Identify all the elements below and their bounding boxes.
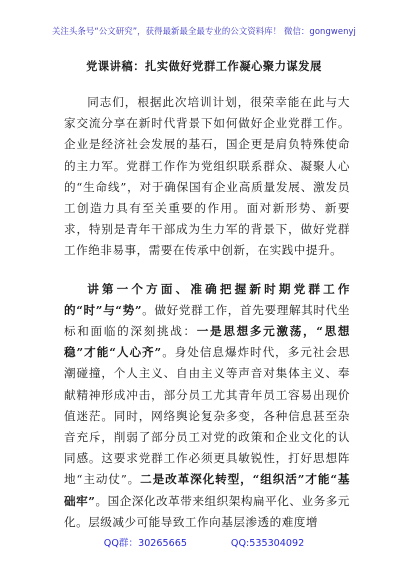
point-one-text: 。身处信息爆炸时代，多元社会思潮碰撞，个人主义、自由主义等声音对集体主义、奉献精神形成冲击，部分员工尤其青年员工容易出现价值迷茫。同时，网络舆论复杂多变，各种信息甚至杂音充斥，削弱了部分员工对党的政策和企业文化的认同感。这要求党群工作必须更具敏锐性，打好思想阵地“主动仗”。: [64, 345, 350, 487]
document-title: 党课讲稿：扎实做好党群工作凝心聚力谋发展: [86, 59, 322, 73]
point-two-text: 。国企深化改革带来组织架构扁平化、业务多元化。层级减少可能导致工作向基层渗透的难度增: [64, 493, 350, 529]
paragraph-section-one: [64, 279, 350, 533]
footer-contacts: [0, 535, 408, 549]
section-text: 。做好党群工作，首先要理解其时代坐标和面临的深刻挑战：: [64, 302, 350, 339]
paragraph-intro: 同志们，根据此次培训计划，很荣幸能在此与大家交流分享在新时代背景下如何做好企业党群工作。企业是经济社会发展的基石，国企更是肩负特殊使命的主力军。党群工作作为党组织联系群众、凝聚人心的“生命线”，对于确保国有企业高质量发展、激发员工创造力具有至关重要的作用。面对新形势、新要求，特别是青年干部成为生力军的背景下，做好党群工作绝非易事，需要在传承中创新，在实践中提升。: [64, 95, 350, 258]
document-body: [64, 92, 350, 533]
point-one-heading: 一是思想多元激荡，“思想稳”才能“人心齐”: [64, 324, 350, 360]
qq-group-number: QQ群：30265665: [103, 538, 187, 549]
section-heading: 讲第一个方面、准确把握新时期党群工作的“时”与“势”: [64, 281, 350, 317]
header-banner: 关注头条号“公文研究”，获得最新最全最专业的公文资料库！ 微信：gongwenyj: [52, 26, 356, 36]
qq-contact-number: QQ:535304092: [230, 538, 305, 549]
point-two-heading: 二是改革深化转型，“组织活”才能“基础牢”: [64, 472, 350, 508]
